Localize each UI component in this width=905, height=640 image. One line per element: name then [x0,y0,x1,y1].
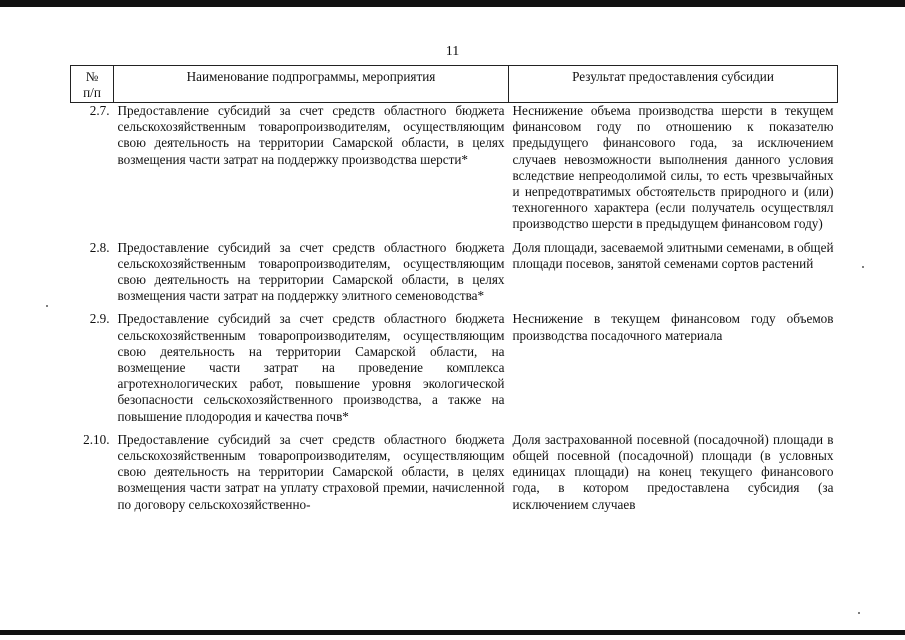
row-measure-name: Предоставление субсидий за счет средств областного бюджета сельскохозяйственным товаропроизводителям, осуществляющим свою деятельность на территории Самарской области, в целях возмещения части затрат на поддержку элитного семеноводства* [117,239,505,304]
row-result: Доля площади, засеваемой элитными семенами, в общей площади посевов, занятой семенами сортов растений [512,239,834,271]
table-header-row [71,66,838,103]
page-number: 11 [445,44,460,59]
row-number: 2.7. [89,103,110,118]
scan-speck [46,305,48,307]
row-number: 2.10. [83,431,110,447]
row-number: 2.8. [89,239,110,255]
header-num [71,66,114,103]
table-row [71,103,838,240]
table-row [71,240,838,312]
table-row [71,432,838,520]
row-measure-name: Предоставление субсидий за счет средств областного бюджета сельскохозяйственным товаропроизводителям, осуществляющим свою деятельность на территории Самарской области, на возмещение части затрат на проведение комплекса агротехнологических работ, повышение уровня экологической безопасности сельскохозяйственного производства, а также на повышение плодородия и качества почв* [117,311,505,424]
row-result: Доля застрахованной посевной (посадочной) площади в общей посевной (посадочной) площади (в условных единицах площади) на конец текущего финансового года, в котором предоставлена субсидия (за исключением случаев [512,431,834,512]
subsidy-table [70,65,838,520]
scan-speck [862,266,864,268]
row-measure-name: Предоставление субсидий за счет средств областного бюджета сельскохозяйственным товаропроизводителям, осуществляющим свою деятельность на территории Самарской области, в целях возмещения части затрат на поддержку производства шерсти* [117,103,505,167]
row-measure-name: Предоставление субсидий за счет средств областного бюджета сельскохозяйственным товаропроизводителям, осуществляющим свою деятельность на территории Самарской области, в целях возмещения части затрат на уплату страховой премии, начисленной по договору сельскохозяйственно- [117,431,505,512]
header-result: Результат предоставления субсидии [509,66,838,103]
scan-speck [858,612,860,614]
header-name: Наименование подпрограммы, мероприятия [114,66,509,103]
bottom-scan-border [0,630,905,635]
row-result: Неснижение объема производства шерсти в текущем финансовом году по отношению к показателю предыдущего финансового года, за исключением случаев невозможности выполнения данного условия вследствие непреодолимой силы, то есть чрезвычайных и непредотвратимых обстоятельств природного и (или) техногенного характера (если получатель осуществлял производство шерсти в предыдущем финансовом году) [512,103,834,232]
header-num-abbr: п/п [83,85,101,100]
header-num-symbol: № [85,69,99,84]
row-result: Неснижение в текущем финансовом году объемов производства посадочного материала [512,311,834,343]
row-number: 2.9. [89,311,110,327]
table-row [71,311,838,431]
top-scan-border [0,0,905,7]
